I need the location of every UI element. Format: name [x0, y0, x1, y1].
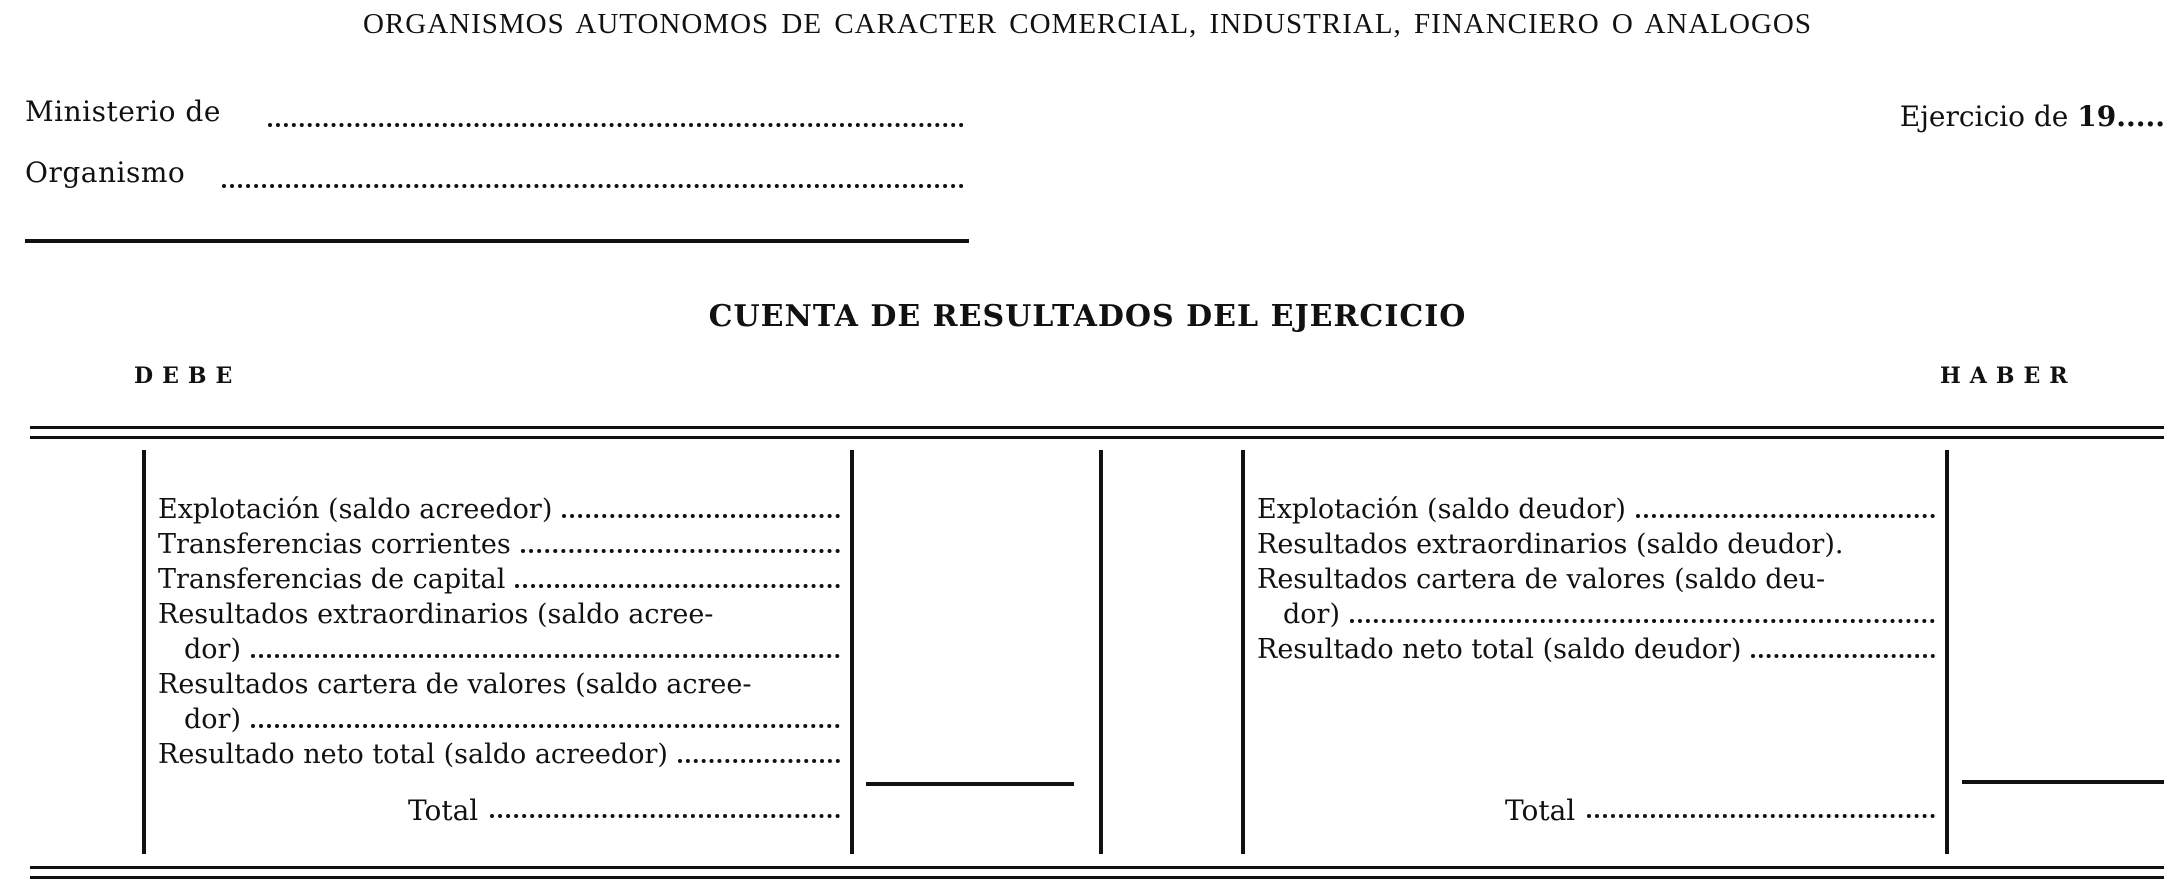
debe-line-resultado-neto — [158, 737, 840, 772]
ejercicio-field[interactable] — [1900, 100, 2165, 133]
debe-line-transferencias-capital — [158, 562, 840, 597]
debe-total-amount-line[interactable] — [866, 782, 1074, 786]
haber-entries — [1257, 492, 1935, 667]
entry-label: Explotación (saldo acreedor) — [158, 494, 553, 525]
debe-total-row — [408, 794, 840, 827]
entry-label: Resultados cartera de valores (saldo acree- — [158, 669, 752, 700]
statement-title: CUENTA DE RESULTADOS DEL EJERCICIO — [708, 299, 1467, 334]
ministerio-label: Ministerio de — [25, 95, 221, 128]
entry-label: dor) — [184, 704, 241, 735]
entry-label: Resultados extraordinarios (saldo acree- — [158, 599, 714, 630]
entry-label: dor) — [184, 634, 241, 665]
ministerio-field[interactable] — [268, 119, 964, 127]
haber-total-row — [1505, 794, 1935, 827]
debe-entries — [158, 492, 840, 772]
organismo-field[interactable] — [222, 180, 964, 188]
debe-line-resultados-cartera — [158, 667, 840, 702]
entry-label: Explotación (saldo deudor) — [1257, 494, 1626, 525]
ejercicio-label: Ejercicio de — [1899, 100, 2069, 133]
haber-heading: HABER — [1940, 363, 2077, 389]
debe-total-label: Total — [408, 794, 479, 827]
haber-total-label: Total — [1505, 794, 1576, 827]
debe-line-explotacion — [158, 492, 840, 527]
debe-line-resultados-cartera-cont — [158, 702, 840, 737]
haber-line-resultados-cartera — [1257, 562, 1935, 597]
debe-amount-right-line — [1099, 450, 1103, 854]
entry-label: Transferencias corrientes — [158, 529, 511, 560]
bottom-double-rule-1 — [30, 866, 2164, 869]
debe-line-resultados-extraordinarios-cont — [158, 632, 840, 667]
haber-line-explotacion — [1257, 492, 1935, 527]
haber-amount-left-line — [1945, 450, 1949, 854]
debe-amount-left-line — [850, 450, 854, 854]
haber-line-resultados-cartera-cont — [1257, 597, 1935, 632]
haber-total-amount-line[interactable] — [1962, 780, 2164, 784]
entry-label: Resultados cartera de valores (saldo deu- — [1257, 564, 1826, 595]
bottom-double-rule-2 — [30, 876, 2164, 879]
haber-line-resultado-neto — [1257, 632, 1935, 667]
document-title: ORGANISMOS AUTONOMOS DE CARACTER COMERCIAL, INDUSTRIAL, FINANCIERO O ANALOGOS — [363, 8, 1812, 40]
entry-label: dor) — [1283, 599, 1340, 630]
entry-label: Resultado neto total (saldo deudor) — [1257, 634, 1742, 665]
top-double-rule-2 — [30, 436, 2164, 439]
haber-line-resultados-extraordinarios — [1257, 527, 1935, 562]
top-double-rule-1 — [30, 426, 2164, 429]
haber-left-line — [1241, 450, 1245, 854]
entry-label: Resultados extraordinarios (saldo deudor). — [1257, 529, 1844, 560]
debe-heading: DEBE — [134, 363, 242, 389]
debe-left-line — [142, 450, 146, 854]
entry-label: Resultado neto total (saldo acreedor) — [158, 739, 668, 770]
debe-line-resultados-extraordinarios — [158, 597, 840, 632]
entry-label: Transferencias de capital — [158, 564, 506, 595]
debe-line-transferencias-corrientes — [158, 527, 840, 562]
header-divider — [25, 239, 969, 243]
organismo-label: Organismo — [25, 156, 186, 189]
ejercicio-year: 19..... — [2077, 100, 2165, 133]
